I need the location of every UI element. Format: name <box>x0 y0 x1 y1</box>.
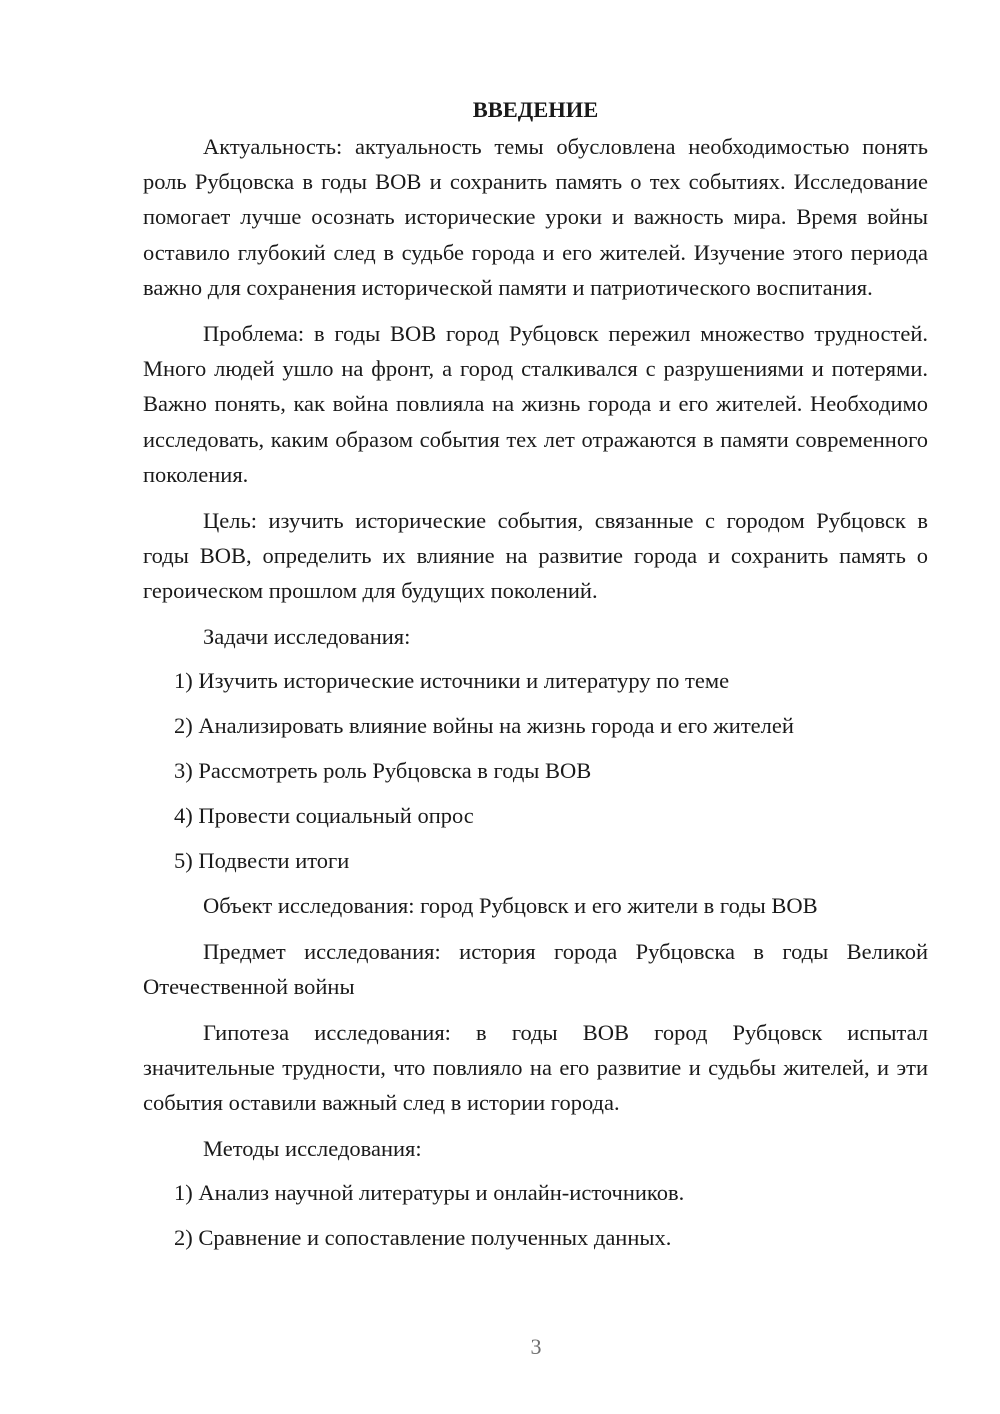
paragraph-subject: Предмет исследования: история города Рубцовска в годы Великой Отечественной войны <box>143 938 928 999</box>
methods-list <box>143 1175 928 1255</box>
list-item: 5) Подвести итоги <box>174 847 350 873</box>
tasks-heading: Задачи исследования: <box>203 623 411 649</box>
list-item: 2) Анализировать влияние войны на жизнь города и его жителей <box>174 712 794 738</box>
page-content <box>143 92 928 1255</box>
paragraph-problem: Проблема: в годы ВОВ город Рубцовск пережил множество трудностей. Много людей ушло на фронт, а город сталкивался с разрушениями и потерями. Важно понять, как война повлияла на жизнь города и его жителей. Необходимо исследовать, каким образом события тех лет отражаются в памяти современного поколения. <box>143 321 928 487</box>
paragraph-goal: Цель: изучить исторические события, связанные с городом Рубцовск в годы ВОВ, определить их влияние на развитие города и сохранить память о героическом прошлом для будущих поколений. <box>143 508 928 604</box>
paragraph-hypothesis: Гипотеза исследования: в годы ВОВ город Рубцовск испытал значительные трудности, что повлияло на его развитие и судьбы жителей, и эти события оставили важный след в истории города. <box>143 1020 928 1116</box>
list-item: 3) Рассмотреть роль Рубцовска в годы ВОВ <box>174 757 592 783</box>
page-title: ВВЕДЕНИЕ <box>472 97 599 122</box>
tasks-list <box>143 663 928 878</box>
paragraph-relevance: Актуальность: актуальность темы обусловлена необходимостью понять роль Рубцовска в годы ВОВ и сохранить память о тех событиях. Исследование помогает лучше осознать исторические уроки и важность мира. Время войны оставило глубокий след в судьбе города и его жителей. Изучение этого периода важно для сохранения исторической памяти и патриотического воспитания. <box>143 134 928 300</box>
list-item: 2) Сравнение и сопоставление полученных данных. <box>174 1224 672 1250</box>
list-item: 1) Изучить исторические источники и литературу по теме <box>174 667 730 693</box>
methods-heading: Методы исследования: <box>203 1135 422 1161</box>
list-item: 1) Анализ научной литературы и онлайн-источников. <box>174 1179 685 1205</box>
paragraph-object: Объект исследования: город Рубцовск и его жители в годы ВОВ <box>203 892 818 918</box>
page-number: 3 <box>530 1334 542 1359</box>
list-item: 4) Провести социальный опрос <box>174 802 474 828</box>
